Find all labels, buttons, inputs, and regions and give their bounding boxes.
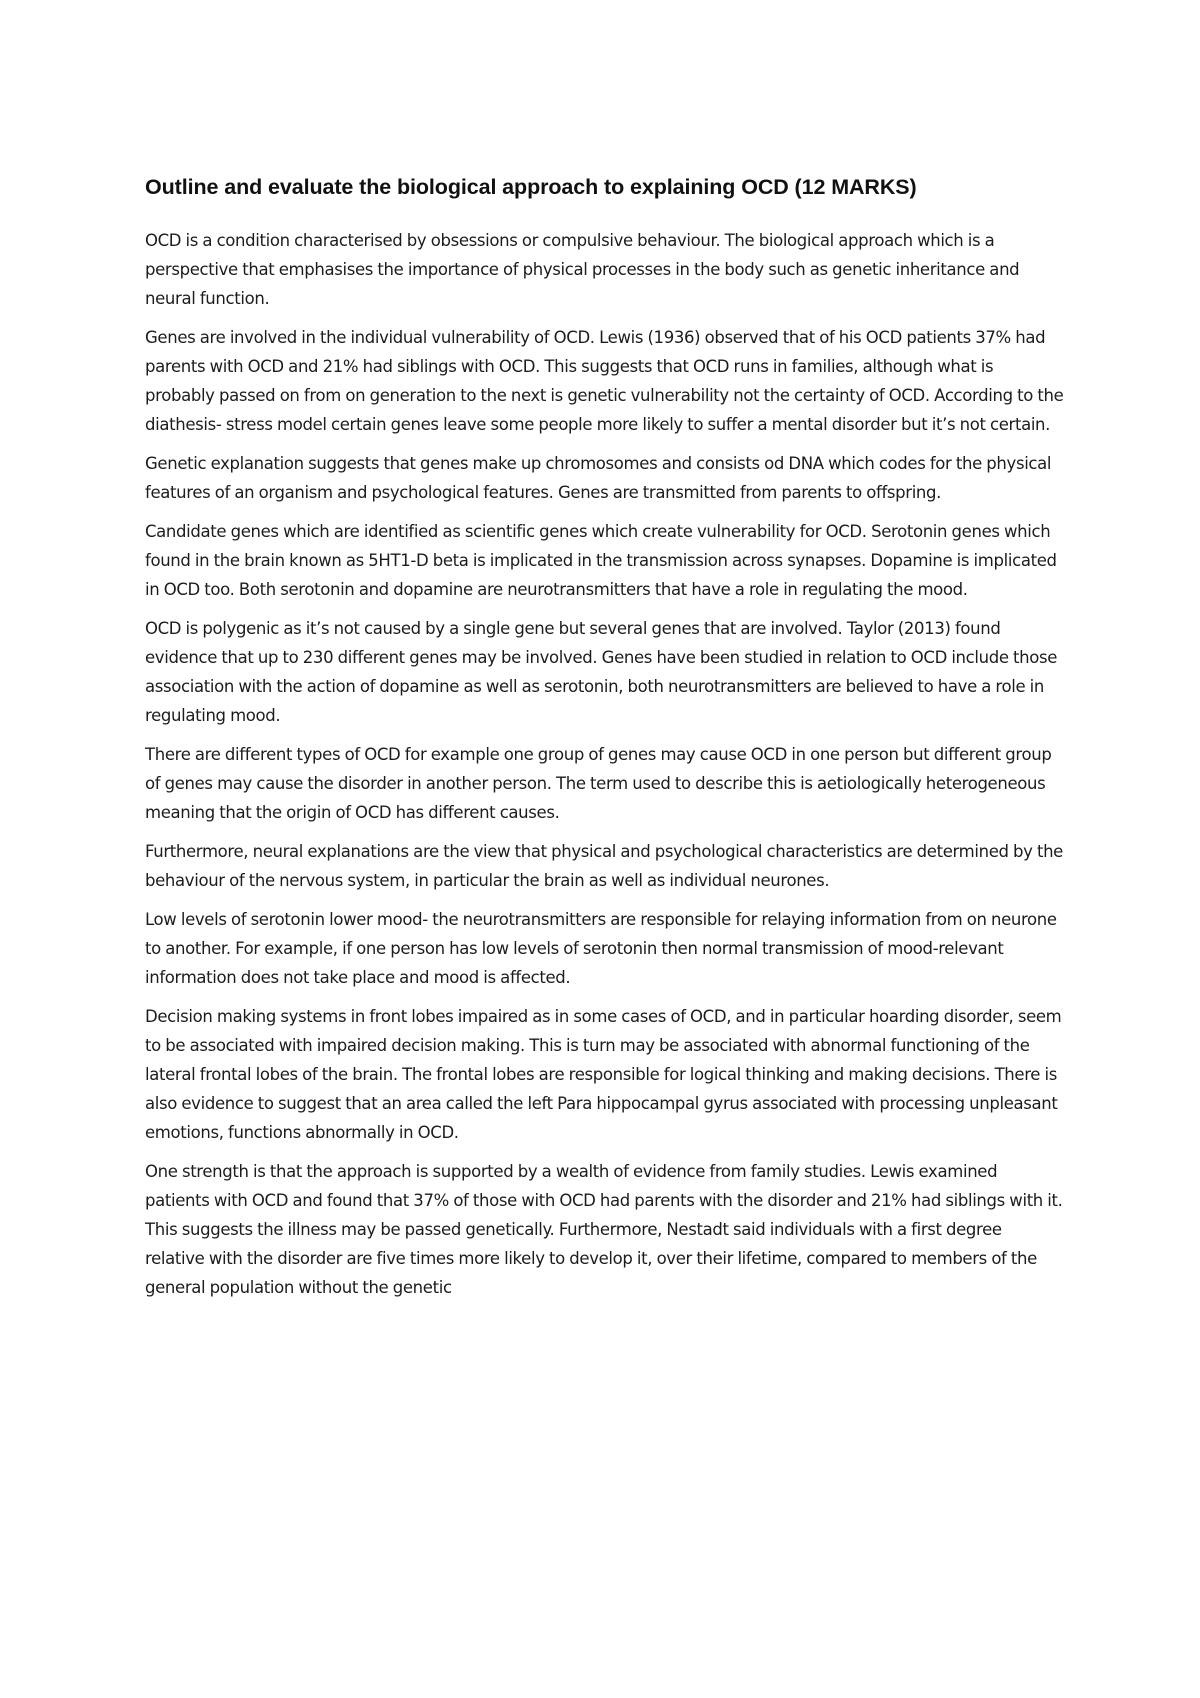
paragraph-strength-family-studies: One strength is that the approach is supported by a wealth of evidence from family studies. Lewis examined patients with OCD and found that 37% of those with OCD had parents with the disorder and 21% had siblings with it. This suggests the illness may be passed genetically. Furthermore, Nestadt said individuals with a first degree relative with the disorder are five times more likely to develop it, over their lifetime, compared to members of the general population without the genetic xyxy=(145,1162,1063,1297)
document-title: Outline and evaluate the biological approach to explaining OCD (12 MARKS) xyxy=(145,175,917,199)
paragraph-types-of-ocd: There are different types of OCD for example one group of genes may cause OCD in one person but different group of genes may cause the disorder in another person. The term used to describe this is aetiologically heterogeneous meaning that the origin of OCD has different causes. xyxy=(145,745,1052,822)
paragraph-serotonin: Low levels of serotonin lower mood- the neurotransmitters are responsible for relaying information from on neurone to another. For example, if one person has low levels of serotonin then normal transmission of mood-relevant information does not take place and mood is affected. xyxy=(145,910,1057,987)
paragraph-genetic-explanation: Genetic explanation suggests that genes make up chromosomes and consists od DNA which codes for the physical features of an organism and psychological features. Genes are transmitted from parents to offspring. xyxy=(145,454,1052,502)
paragraph-polygenic: OCD is polygenic as it’s not caused by a single gene but several genes that are involved. Taylor (2013) found evidence that up to 230 different genes may be involved. Genes have been studied in relation to OCD include those association with the action of dopamine as well as serotonin, both neurotransmitters are believed to have a role in regulating mood. xyxy=(145,619,1058,725)
paragraph-neural-explanations: Furthermore, neural explanations are the view that physical and psychological characteristics are determined by the behaviour of the nervous system, in particular the brain as well as individual neurones. xyxy=(145,842,1063,890)
paragraph-candidate-genes: Candidate genes which are identified as scientific genes which create vulnerability for OCD. Serotonin genes which found in the brain known as 5HT1-D beta is implicated in the transmission across synapses. Dopamine is implicated in OCD too. Both serotonin and dopamine are neurotransmitters that have a role in regulating the mood. xyxy=(145,522,1057,599)
paragraph-genes-lewis: Genes are involved in the individual vulnerability of OCD. Lewis (1936) observed that of his OCD patients 37% had parents with OCD and 21% had siblings with OCD. This suggests that OCD runs in families, although what is probably passed on from on generation to the next is genetic vulnerability not the certainty of OCD. According to the diathesis- stress model certain genes leave some people more likely to suffer a mental disorder but it’s not certain. xyxy=(145,328,1064,434)
paragraph-intro: OCD is a condition characterised by obsessions or compulsive behaviour. The biological approach which is a perspective that emphasises the importance of physical processes in the body such as genetic inheritance and neural function. xyxy=(145,231,1020,308)
document-body xyxy=(145,172,1065,1312)
paragraph-decision-making: Decision making systems in front lobes impaired as in some cases of OCD, and in particular hoarding disorder, seem to be associated with impaired decision making. This is turn may be associated with abnormal functioning of the lateral frontal lobes of the brain. The frontal lobes are responsible for logical thinking and making decisions. There is also evidence to suggest that an area called the left Para hippocampal gyrus associated with processing unpleasant emotions, functions abnormally in OCD. xyxy=(145,1007,1062,1142)
